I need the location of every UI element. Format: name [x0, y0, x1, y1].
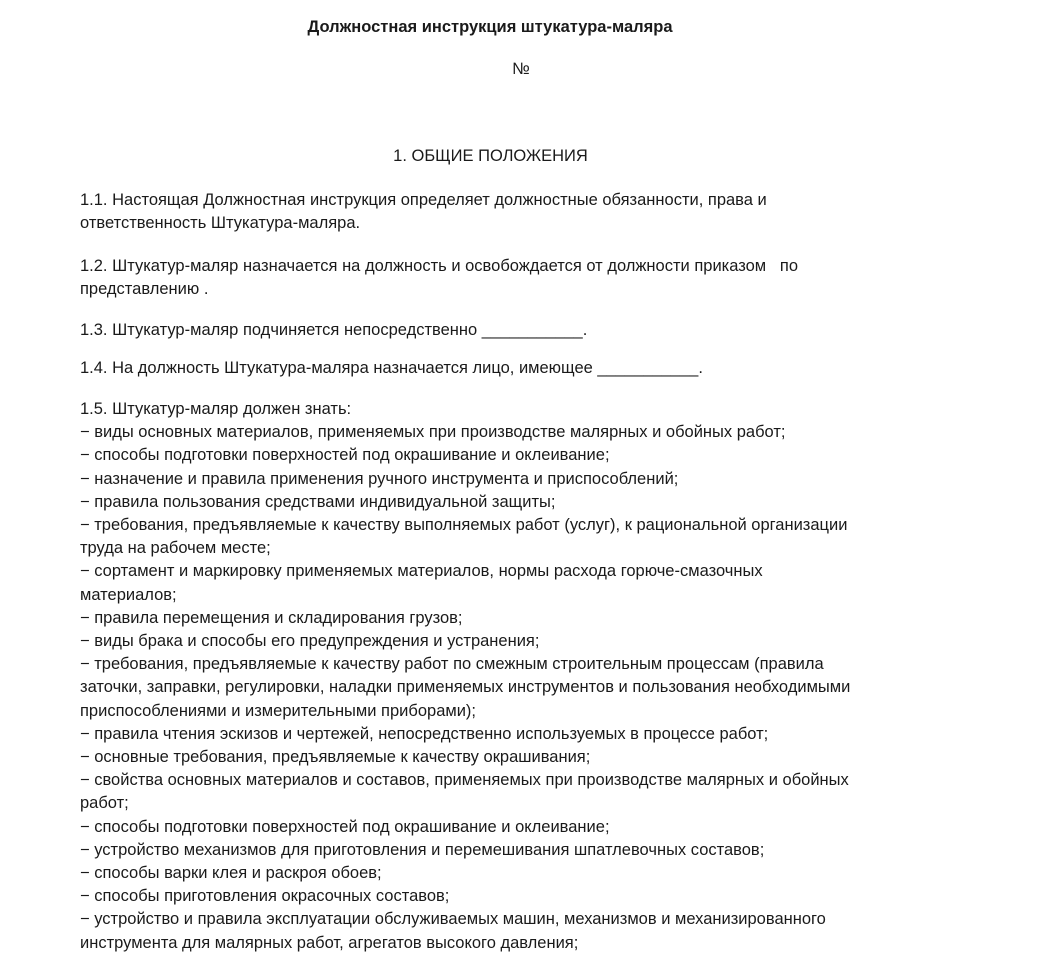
list-item: − сортамент и маркировку применяемых материалов, нормы расхода горюче-смазочных	[80, 562, 763, 581]
list-item: − требования, предъявляемые к качеству работ по смежным строительным процессам (правила	[80, 655, 824, 674]
paragraph-line: 1.5. Штукатур-маляр должен знать:	[80, 400, 352, 418]
list-item: материалов;	[80, 585, 177, 604]
section-heading: 1. ОБЩИЕ ПОЛОЖЕНИЯ	[393, 147, 588, 165]
paragraph-1-2	[80, 255, 948, 301]
paragraph-line: 1.1. Настоящая Должностная инструкция определяет должностные обязанности, права и	[80, 191, 767, 209]
list-item: работ;	[80, 794, 129, 813]
list-item: − свойства основных материалов и составов, применяемых при производстве малярных и обойных	[80, 771, 849, 790]
paragraph-1-3	[80, 319, 948, 342]
paragraph-1-4	[80, 357, 948, 380]
document-number: №	[512, 60, 530, 78]
paragraph-line: 1.4. На должность Штукатура-маляра назначается лицо, имеющее ___________.	[80, 359, 703, 377]
list-item: − правила пользования средствами индивидуальной защиты;	[80, 492, 556, 511]
paragraph-line: 1.2. Штукатур-маляр назначается на должность и освобождается от должности приказом по	[80, 257, 798, 275]
list-item: − способы приготовления окрасочных составов;	[80, 887, 450, 906]
list-item: − устройство и правила эксплуатации обслуживаемых машин, механизмов и механизированного	[80, 910, 826, 929]
list-item: − способы подготовки поверхностей под окрашивание и оклеивание;	[80, 817, 610, 836]
paragraph-line: представлению .	[80, 280, 209, 299]
list-item: − правила перемещения и складирования грузов;	[80, 608, 463, 627]
list-item: заточки, заправки, регулировки, наладки применяемых инструментов и пользования необходимыми	[80, 678, 851, 697]
list-item: − требования, предъявляемые к качеству выполняемых работ (услуг), к рациональной организации	[80, 516, 848, 535]
list-item: − способы варки клея и раскроя обоев;	[80, 864, 382, 883]
list-item: приспособлениями и измерительными приборами);	[80, 701, 477, 720]
list-item: − назначение и правила применения ручного инструмента и приспособлений;	[80, 469, 679, 488]
paragraph-1-5	[80, 398, 948, 955]
list-item: − виды основных материалов, применяемых при производстве малярных и обойных работ;	[80, 423, 786, 442]
list-item: инструмента для малярных работ, агрегатов высокого давления;	[80, 933, 579, 952]
paragraph-line: 1.3. Штукатур-маляр подчиняется непосредственно ___________.	[80, 321, 588, 339]
list-item: − правила чтения эскизов и чертежей, непосредственно используемых в процессе работ;	[80, 724, 769, 743]
list-item: − виды брака и способы его предупреждения и устранения;	[80, 632, 540, 651]
list-item: труда на рабочем месте;	[80, 539, 271, 558]
list-item: − основные требования, предъявляемые к качеству окрашивания;	[80, 748, 591, 767]
paragraph-line: ответственность Штукатура-маляра.	[80, 214, 361, 233]
document-title: Должностная инструкция штукатура-маляра	[307, 18, 673, 36]
list-item: − способы подготовки поверхностей под окрашивание и оклеивание;	[80, 446, 610, 465]
list-item: − устройство механизмов для приготовления и перемешивания шпатлевочных составов;	[80, 840, 765, 859]
paragraph-1-1	[80, 189, 948, 235]
